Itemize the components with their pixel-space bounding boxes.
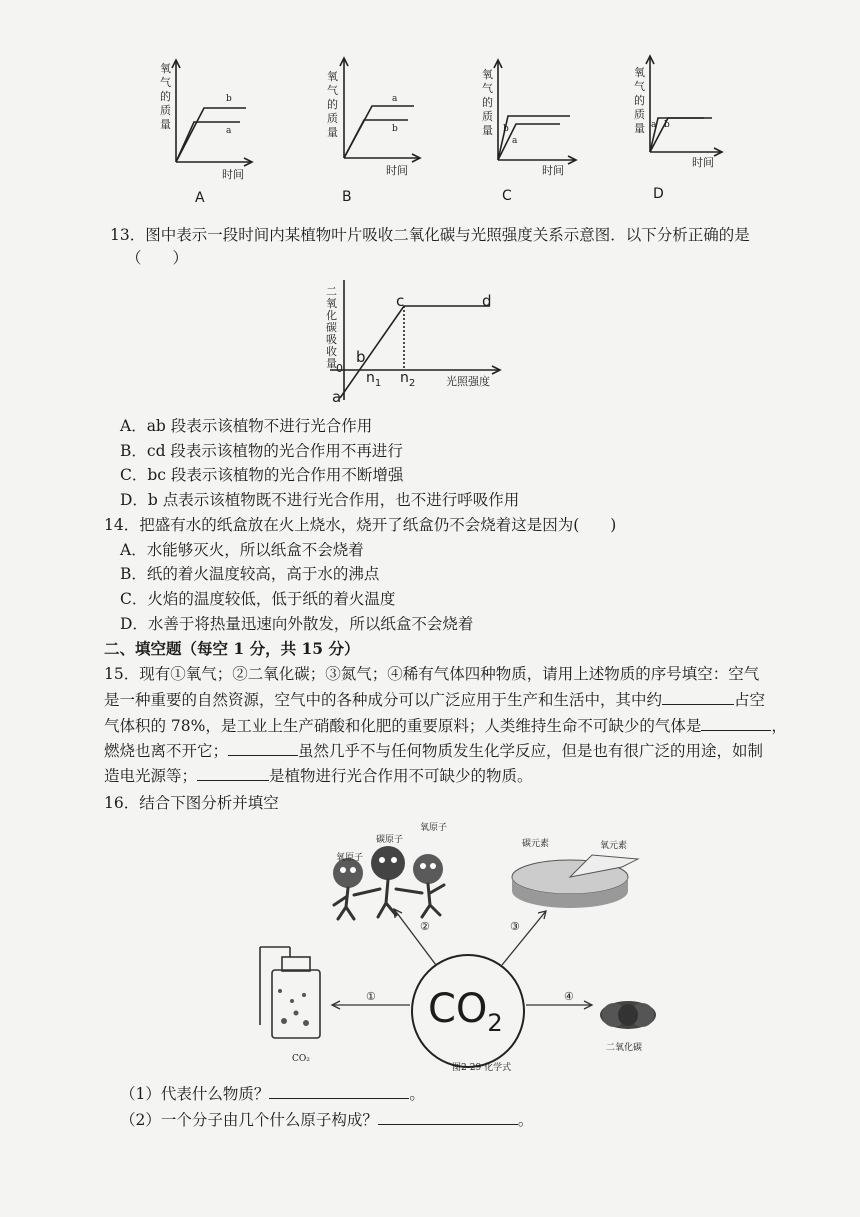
arrow-4-label: ④ <box>564 990 574 1003</box>
label-carbon-atom: 碳原子 <box>376 835 404 845</box>
graph-b <box>340 58 420 162</box>
q13-n1-sub: 1 <box>374 377 382 389</box>
q13-stem-line2: （ ） <box>126 249 189 267</box>
q16-stem: 16．结合下图分析并填空 <box>104 794 279 812</box>
q13-n2-sub: 2 <box>408 377 416 389</box>
q16-blank-2[interactable] <box>378 1110 518 1125</box>
graph-c-letter: C <box>502 188 512 204</box>
q13-origin: 0 <box>336 362 343 375</box>
graph-b-line-a <box>344 106 414 158</box>
q13-point-d: d <box>482 292 492 310</box>
q13-stem-line1: 13．图中表示一段时间内某植物叶片吸收二氧化碳与光照强度关系示意图．以下分析正确的是 <box>110 226 750 244</box>
q13-point-c: c <box>396 292 405 310</box>
graph-d-line-b <box>650 118 712 152</box>
q13-point-b: b <box>356 348 366 366</box>
label-oxygen-atom-left: 氧原子 <box>336 853 364 863</box>
q15-blank-1[interactable] <box>662 690 734 705</box>
arrow-1-label: ① <box>366 990 376 1003</box>
q15-line4-tail: 虽然几乎不与任何物质发生化学反应，但是也有很广泛的用途，如制 <box>298 742 764 760</box>
label-oxygen-element: 氧元素 <box>600 841 628 851</box>
q15-line3-text: 气体积的 78%，是工业上生产硝酸和化肥的重要原料；人类维持生命不可缺少的气体是 <box>104 717 702 735</box>
graph-d-label-b: b <box>664 120 670 130</box>
q13-option-b: B．cd 段表示该植物的光合作用不再进行 <box>120 442 403 460</box>
q15-line5-tail: 是植物进行光合作用不可缺少的物质。 <box>269 767 533 785</box>
graph-d-ylabel: 氧气的质量 <box>634 66 645 135</box>
co2-bottle <box>260 947 320 1038</box>
bottle-label: CO₂ <box>292 1054 310 1064</box>
graph-b-label-b: b <box>392 124 398 134</box>
q15-line5-text: 造电光源等； <box>104 767 198 785</box>
q15-line2-tail: 占空 <box>734 691 766 709</box>
q13-n2 <box>400 370 415 389</box>
graph-d-xlabel: 时间 <box>692 156 714 169</box>
graph-d-letter: D <box>653 186 664 202</box>
q15-line4 <box>104 741 763 761</box>
q15-line5 <box>104 766 533 786</box>
q15-line1: 15．现有①氧气；②二氧化碳；③氮气；④稀有气体四种物质，请用上述物质的序号填空：空气 <box>104 665 760 683</box>
q15-line4-text: 燃烧也离不开它； <box>104 742 229 760</box>
q14-option-d: D．水善于将热量迅速向外散发，所以纸盒不会烧着 <box>120 615 474 633</box>
q13-graph <box>310 270 520 410</box>
label-carbon-element: 碳元素 <box>522 839 550 849</box>
graph-a-xlabel: 时间 <box>222 168 244 181</box>
q16-sub2-text: （2）一个分子由几个什么原子构成？ <box>120 1111 378 1129</box>
q14-option-c: C．火焰的温度较低，低于纸的着火温度 <box>120 590 396 608</box>
graph-c-ylabel: 氧气的质量 <box>482 68 493 137</box>
q15-line3 <box>104 716 787 736</box>
q13-point-a: a <box>332 388 342 406</box>
graph-a-letter: A <box>195 190 205 206</box>
q16-sub1-tail: 。 <box>409 1085 425 1103</box>
section-2-title: 二、填空题（每空 1 分，共 15 分） <box>104 639 360 658</box>
element-pie <box>512 855 638 908</box>
co2-text: CO <box>428 986 488 1032</box>
q12-graphs <box>0 50 860 210</box>
q13-xlabel: 光照强度 <box>446 375 490 388</box>
q13-option-d: D．b 点表示该植物既不进行光合作用，也不进行呼吸作用 <box>120 491 520 509</box>
graph-b-ylabel: 氧气的质量 <box>327 70 338 139</box>
graph-b-letter: B <box>342 189 352 205</box>
q13-n1-letter: n <box>366 370 375 386</box>
q15-line2 <box>104 690 765 710</box>
arrow-2-label: ② <box>420 920 430 933</box>
q15-blank-3[interactable] <box>228 741 298 756</box>
q13-n1 <box>366 370 381 389</box>
co2-sub: 2 <box>487 1009 503 1037</box>
graph-a-label-b: b <box>226 94 232 104</box>
co2-molecule-model <box>600 1001 656 1029</box>
q14-option-a: A．水能够灭火，所以纸盒不会烧着 <box>120 541 364 559</box>
q15-blank-4[interactable] <box>197 766 269 781</box>
q14-stem: 14．把盛有水的纸盒放在火上烧水，烧开了纸盒仍不会烧着这是因为( ) <box>104 516 617 534</box>
diagram-caption: 图2-29 化学式 <box>452 1063 512 1073</box>
graph-b-xlabel: 时间 <box>386 164 408 177</box>
arrow-3 <box>502 911 546 965</box>
q16-sub1-text: （1）代表什么物质？ <box>120 1085 270 1103</box>
q13-option-a: A．ab 段表示该植物不进行光合作用 <box>120 417 373 435</box>
graph-d-label-a: a <box>651 120 657 130</box>
graph-a-label-a: a <box>226 126 232 136</box>
graph-a-line-b <box>176 108 246 162</box>
co2-formula <box>428 986 503 1037</box>
q13-option-c: C．bc 段表示该植物的光合作用不断增强 <box>120 466 404 484</box>
q15-line3-tail: ， <box>771 717 787 735</box>
graph-b-label-a: a <box>392 94 398 104</box>
arrow-3-label: ③ <box>510 920 520 933</box>
q16-sub2 <box>120 1110 533 1130</box>
graph-c-label-b: b <box>503 124 509 134</box>
graph-a <box>172 60 252 166</box>
q16-blank-1[interactable] <box>269 1084 409 1099</box>
graph-c-xlabel: 时间 <box>542 164 564 177</box>
arrow-2 <box>394 909 436 965</box>
graph-c-label-a: a <box>512 136 518 146</box>
q13-ylabel: 二氧化碳吸收量 <box>326 285 337 370</box>
q13-n2-letter: n <box>400 370 409 386</box>
graph-a-ylabel: 氧气的质量 <box>160 62 171 131</box>
q14-option-b: B．纸的着火温度较高，高于水的沸点 <box>120 565 380 583</box>
label-oxygen-atom-right: 氧原子 <box>420 823 448 833</box>
graph-b-line-b <box>344 120 408 158</box>
q16-sub2-tail: 。 <box>517 1111 534 1129</box>
molecule-label: 二氧化碳 <box>606 1043 643 1053</box>
graph-c <box>494 60 576 164</box>
graph-d <box>646 56 722 156</box>
q15-blank-2[interactable] <box>701 716 771 731</box>
q16-sub1 <box>120 1084 425 1104</box>
q15-line2-text: 是一种重要的自然资源，空气中的各种成分可以广泛应用于生产和生活中，其中约 <box>104 691 663 709</box>
